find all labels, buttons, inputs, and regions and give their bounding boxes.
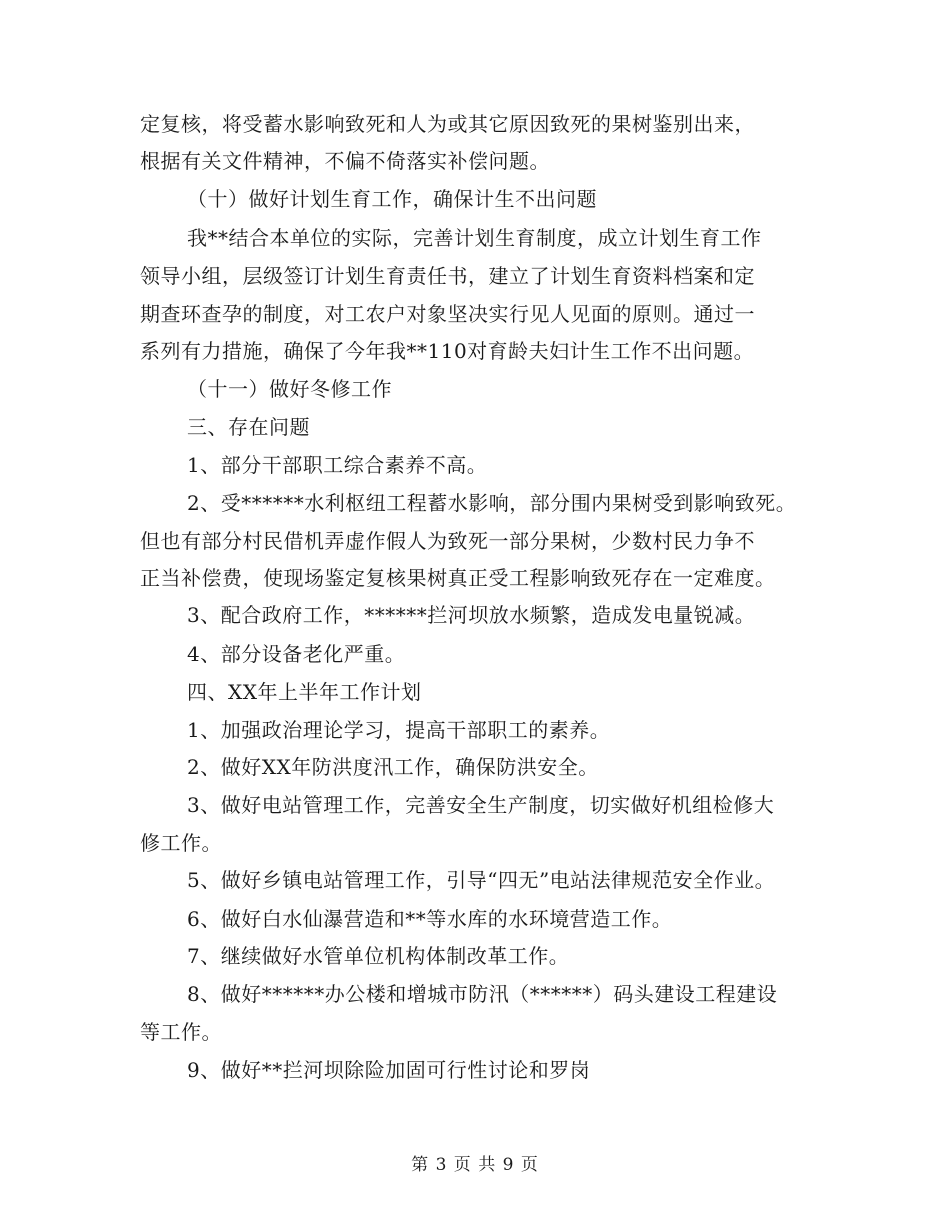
list-item: 2、受******水利枢纽工程蓄水影响，部分围内果树受到影响致死。 [187, 491, 797, 515]
list-item: 4、部分设备老化严重。 [187, 642, 406, 666]
text-line: 系列有力措施，确保了今年我**110对育龄夫妇计生工作不出问题。 [140, 339, 755, 363]
text-line: 期查环查孕的制度，对工农户对象坚决实行见人见面的原则。通过一 [140, 302, 755, 326]
list-item: 5、做好乡镇电站管理工作，引导“四无”电站法律规范安全作业。 [187, 868, 776, 892]
list-item: 8、做好******办公楼和增城市防汛（******）码头建设工程建设 [187, 982, 778, 1006]
section-heading: （十）做好计划生育工作，确保计生不出问题 [187, 187, 597, 211]
text-line: 但也有部分村民借机弄虚作假人为致死一部分果树，少数村民力争不 [140, 529, 755, 553]
section-heading: 三、存在问题 [187, 415, 310, 439]
list-item: 9、做好**拦河坝除险加固可行性讨论和罗岗 [187, 1058, 591, 1082]
page-number-footer: 第 3 页 共 9 页 [411, 1155, 539, 1175]
text-line: 根据有关文件精神，不偏不倚落实补偿问题。 [140, 149, 550, 173]
section-heading: （十一）做好冬修工作 [187, 377, 392, 401]
text-line: 领导小组，层级签订计划生育责任书，建立了计划生育资料档案和定 [140, 264, 755, 288]
section-heading: 四、XX年上半年工作计划 [187, 680, 422, 704]
list-item: 1、部分干部职工综合素养不高。 [187, 453, 488, 477]
text-line: 我**结合本单位的实际，完善计划生育制度，成立计划生育工作 [187, 226, 762, 250]
text-line: 等工作。 [140, 1020, 222, 1044]
text-line: 定复核，将受蓄水影响致死和人为或其它原因致死的果树鉴别出来， [140, 112, 755, 136]
list-item: 3、做好电站管理工作，完善安全生产制度，切实做好机组检修大 [187, 793, 775, 817]
list-item: 2、做好XX年防洪度汛工作，确保防洪安全。 [187, 755, 599, 779]
list-item: 6、做好白水仙瀑营造和**等水库的水环境营造工作。 [187, 907, 673, 931]
text-line: 修工作。 [140, 831, 222, 855]
list-item: 7、继续做好水管单位机构体制改革工作。 [187, 944, 570, 968]
text-line: 正当补偿费，使现场鉴定复核果树真正受工程影响致死存在一定难度。 [140, 566, 776, 590]
list-item: 1、加强政治理论学习，提高干部职工的素养。 [187, 718, 611, 742]
list-item: 3、配合政府工作，******拦河坝放水频繁，造成发电量锐减。 [187, 603, 756, 627]
